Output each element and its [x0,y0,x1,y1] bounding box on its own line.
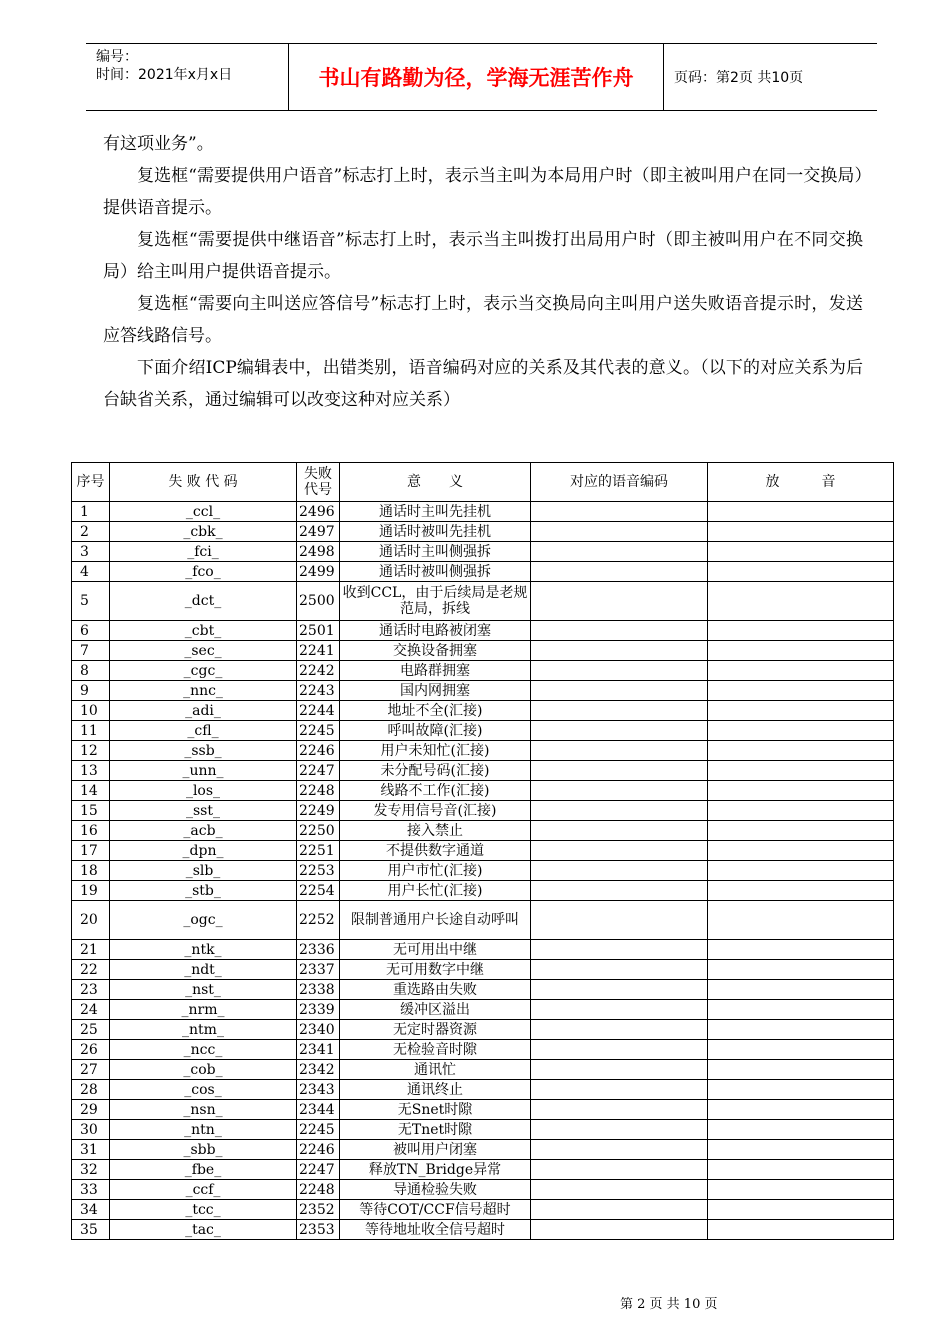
table-row [72,1220,894,1240]
cell-fail-num: 2254 [297,881,340,901]
table-row [72,1020,894,1040]
table-row [72,841,894,861]
cell-voice-code [531,502,708,522]
cell-fail-code: _unn_ [110,761,297,781]
cell-seq: 12 [72,741,110,761]
cell-meaning: 无Snet时隙 [340,1100,531,1120]
cell-voice-code [531,861,708,881]
cell-fail-num: 2252 [297,901,340,940]
cell-seq: 4 [72,562,110,582]
cell-fail-num: 2499 [297,562,340,582]
cell-playback [708,522,894,542]
cell-playback [708,761,894,781]
cell-seq: 31 [72,1140,110,1160]
cell-voice-code [531,741,708,761]
cell-meaning: 不提供数字通道 [340,841,531,861]
cell-fail-num: 2247 [297,761,340,781]
cell-playback [708,1000,894,1020]
cell-seq: 17 [72,841,110,861]
table-row [72,781,894,801]
cell-fail-code: _fci_ [110,542,297,562]
table-row [72,1140,894,1160]
cell-voice-code [531,621,708,641]
cell-fail-code: _sec_ [110,641,297,661]
cell-voice-code [531,562,708,582]
table-row [72,1000,894,1020]
table-row [72,681,894,701]
table-row [72,861,894,881]
table-row [72,522,894,542]
table-row [72,901,894,940]
cell-fail-code: _ncc_ [110,1040,297,1060]
cell-fail-code: _nst_ [110,980,297,1000]
cell-voice-code [531,821,708,841]
cell-meaning: 用户市忙(汇接) [340,861,531,881]
cell-voice-code [531,1180,708,1200]
cell-fail-code: _cos_ [110,1080,297,1100]
cell-fail-code: _sst_ [110,801,297,821]
header-voice-code: 对应的语音编码 [531,463,708,502]
cell-voice-code [531,681,708,701]
cell-fail-num: 2248 [297,781,340,801]
cell-meaning: 国内网拥塞 [340,681,531,701]
cell-fail-num: 2247 [297,1160,340,1180]
cell-seq: 1 [72,502,110,522]
cell-fail-num: 2352 [297,1200,340,1220]
table-row [72,761,894,781]
cell-playback [708,1020,894,1040]
cell-meaning: 无可用数字中继 [340,960,531,980]
cell-fail-num: 2253 [297,861,340,881]
cell-voice-code [531,542,708,562]
cell-fail-num: 2243 [297,681,340,701]
cell-voice-code [531,522,708,542]
cell-meaning: 导通检验失败 [340,1180,531,1200]
cell-fail-code: _cfl_ [110,721,297,741]
cell-fail-num: 2498 [297,542,340,562]
cell-voice-code [531,901,708,940]
cell-seq: 25 [72,1020,110,1040]
cell-meaning: 重选路由失败 [340,980,531,1000]
cell-seq: 9 [72,681,110,701]
cell-fail-code: _ccf_ [110,1180,297,1200]
cell-seq: 35 [72,1220,110,1240]
table-row [72,1120,894,1140]
cell-fail-num: 2501 [297,621,340,641]
cell-seq: 8 [72,661,110,681]
cell-voice-code [531,1220,708,1240]
cell-voice-code [531,980,708,1000]
table-row [72,741,894,761]
cell-playback [708,1200,894,1220]
table-row [72,1100,894,1120]
header-fail-num: 失败代号 [297,463,340,502]
cell-fail-num: 2244 [297,701,340,721]
cell-seq: 23 [72,980,110,1000]
cell-fail-code: _fco_ [110,562,297,582]
cell-fail-code: _fbe_ [110,1160,297,1180]
number-label: 编号： [96,49,138,65]
cell-playback [708,1140,894,1160]
paragraph: 复选框“需要提供用户语音”标志打上时，表示当主叫为本局用户时（即主被叫用户在同一交换局）提供语音提示。 [103,166,863,218]
cell-seq: 16 [72,821,110,841]
cell-fail-code: _acb_ [110,821,297,841]
cell-meaning: 地址不全(汇接) [340,701,531,721]
cell-seq: 34 [72,1200,110,1220]
cell-voice-code [531,701,708,721]
cell-fail-code: _slb_ [110,861,297,881]
cell-voice-code [531,881,708,901]
table-row [72,1160,894,1180]
cell-fail-num: 2251 [297,841,340,861]
cell-playback [708,562,894,582]
cell-fail-code: _nnc_ [110,681,297,701]
cell-playback [708,1100,894,1120]
cell-fail-num: 2250 [297,821,340,841]
cell-voice-code [531,641,708,661]
cell-meaning: 通讯终止 [340,1080,531,1100]
header-motto: 书山有路勤为径，学海无涯苦作舟 [288,44,664,110]
cell-fail-num: 2338 [297,980,340,1000]
table-row [72,1180,894,1200]
cell-playback [708,781,894,801]
cell-playback [708,821,894,841]
cell-meaning: 无定时器资源 [340,1020,531,1040]
cell-meaning: 无Tnet时隙 [340,1120,531,1140]
cell-fail-code: _dpn_ [110,841,297,861]
cell-seq: 24 [72,1000,110,1020]
cell-meaning: 无可用出中继 [340,940,531,960]
table-row [72,881,894,901]
cell-fail-code: _nrm_ [110,1000,297,1020]
paragraph: 有这项业务”。 [103,134,214,154]
cell-fail-code: _ndt_ [110,960,297,980]
cell-meaning: 用户长忙(汇接) [340,881,531,901]
cell-meaning: 通话时主叫先挂机 [340,502,531,522]
table-row [72,801,894,821]
cell-playback [708,901,894,940]
header-seq: 序号 [72,463,110,502]
cell-voice-code [531,781,708,801]
cell-fail-num: 2249 [297,801,340,821]
table-row [72,562,894,582]
cell-playback [708,741,894,761]
cell-seq: 14 [72,781,110,801]
cell-seq: 30 [72,1120,110,1140]
cell-seq: 27 [72,1060,110,1080]
table-row [72,940,894,960]
table-row [72,661,894,681]
cell-seq: 21 [72,940,110,960]
cell-meaning: 发专用信号音(汇接) [340,801,531,821]
table-row [72,721,894,741]
cell-playback [708,701,894,721]
cell-playback [708,801,894,821]
table-row [72,821,894,841]
table-header-row [72,463,894,502]
cell-seq: 11 [72,721,110,741]
table-row [72,980,894,1000]
header-meta [86,44,288,110]
cell-playback [708,881,894,901]
cell-playback [708,841,894,861]
cell-fail-code: _stb_ [110,881,297,901]
cell-fail-code: _cob_ [110,1060,297,1080]
cell-fail-code: _ntm_ [110,1020,297,1040]
cell-voice-code [531,1100,708,1120]
cell-seq: 5 [72,582,110,621]
cell-voice-code [531,960,708,980]
cell-playback [708,641,894,661]
cell-voice-code [531,1140,708,1160]
cell-fail-num: 2248 [297,1180,340,1200]
cell-voice-code [531,721,708,741]
table-row [72,621,894,641]
cell-meaning: 缓冲区溢出 [340,1000,531,1020]
cell-seq: 10 [72,701,110,721]
cell-meaning: 通讯忙 [340,1060,531,1080]
paragraph: 复选框“需要提供中继语音”标志打上时，表示当主叫拨打出局用户时（即主被叫用户在不同交换局）给主叫用户提供语音提示。 [103,230,863,282]
header-playback: 放 音 [708,463,894,502]
cell-playback [708,980,894,1000]
cell-fail-num: 2344 [297,1100,340,1120]
cell-meaning: 等待地址收全信号超时 [340,1220,531,1240]
cell-playback [708,542,894,562]
cell-meaning: 未分配号码(汇接) [340,761,531,781]
cell-fail-code: _dct_ [110,582,297,621]
cell-seq: 7 [72,641,110,661]
cell-seq: 26 [72,1040,110,1060]
cell-voice-code [531,1120,708,1140]
cell-meaning: 等待COT/CCF信号超时 [340,1200,531,1220]
cell-fail-code: _tac_ [110,1220,297,1240]
cell-meaning: 无检验音时隙 [340,1040,531,1060]
cell-voice-code [531,1060,708,1080]
cell-seq: 32 [72,1160,110,1180]
cell-playback [708,940,894,960]
cell-meaning: 通话时电路被闭塞 [340,621,531,641]
cell-voice-code [531,761,708,781]
cell-seq: 15 [72,801,110,821]
cell-meaning: 收到CCL，由于后续局是老规范局，拆线 [340,582,531,621]
cell-fail-num: 2497 [297,522,340,542]
cell-fail-code: _nsn_ [110,1100,297,1120]
cell-voice-code [531,1200,708,1220]
cell-playback [708,502,894,522]
cell-meaning: 用户未知忙(汇接) [340,741,531,761]
cell-playback [708,1080,894,1100]
paragraph: 下面介绍ICP编辑表中，出错类别，语音编码对应的关系及其代表的意义。（以下的对应关系为后台缺省关系，通过编辑可以改变这种对应关系） [103,358,863,410]
cell-playback [708,1060,894,1080]
cell-fail-code: _ogc_ [110,901,297,940]
cell-voice-code [531,801,708,821]
failure-code-table [71,462,894,1240]
cell-seq: 22 [72,960,110,980]
cell-voice-code [531,1000,708,1020]
cell-seq: 28 [72,1080,110,1100]
cell-fail-code: _ntk_ [110,940,297,960]
table-row [72,1060,894,1080]
cell-fail-code: _ssb_ [110,741,297,761]
cell-fail-num: 2245 [297,1120,340,1140]
cell-voice-code [531,661,708,681]
table-row [72,1080,894,1100]
cell-voice-code [531,1020,708,1040]
cell-voice-code [531,1040,708,1060]
cell-meaning: 交换设备拥塞 [340,641,531,661]
header-meaning: 意 义 [340,463,531,502]
table-row [72,542,894,562]
cell-fail-num: 2343 [297,1080,340,1100]
time-label: 时间：2021年x月x日 [96,67,233,83]
cell-fail-num: 2246 [297,741,340,761]
cell-fail-num: 2342 [297,1060,340,1080]
cell-seq: 13 [72,761,110,781]
cell-fail-num: 2241 [297,641,340,661]
table-row [72,701,894,721]
cell-playback [708,681,894,701]
cell-voice-code [531,841,708,861]
cell-seq: 20 [72,901,110,940]
cell-fail-code: _cbk_ [110,522,297,542]
table-row [72,960,894,980]
header-fail-code: 失 败 代 码 [110,463,297,502]
cell-seq: 2 [72,522,110,542]
cell-fail-num: 2242 [297,661,340,681]
cell-voice-code [531,582,708,621]
cell-fail-code: _ccl_ [110,502,297,522]
cell-seq: 19 [72,881,110,901]
table-row [72,582,894,621]
cell-meaning: 通话时主叫侧强拆 [340,542,531,562]
cell-fail-num: 2337 [297,960,340,980]
cell-meaning: 线路不工作(汇接) [340,781,531,801]
cell-seq: 29 [72,1100,110,1120]
cell-fail-num: 2353 [297,1220,340,1240]
cell-fail-num: 2336 [297,940,340,960]
body-text [103,128,863,416]
cell-playback [708,1120,894,1140]
cell-playback [708,861,894,881]
page-footer: 第 2 页 共 10 页 [620,1297,718,1312]
cell-meaning: 被叫用户闭塞 [340,1140,531,1160]
cell-fail-code: _los_ [110,781,297,801]
table-row [72,641,894,661]
cell-meaning: 呼叫故障(汇接) [340,721,531,741]
cell-fail-num: 2341 [297,1040,340,1060]
cell-voice-code [531,1080,708,1100]
paragraph: 复选框“需要向主叫送应答信号”标志打上时，表示当交换局向主叫用户送失败语音提示时，发送应答线路信号。 [103,294,863,346]
cell-fail-code: _adi_ [110,701,297,721]
cell-fail-num: 2339 [297,1000,340,1020]
cell-voice-code [531,940,708,960]
cell-fail-code: _ntn_ [110,1120,297,1140]
cell-meaning: 接入禁止 [340,821,531,841]
cell-meaning: 通话时被叫先挂机 [340,522,531,542]
cell-seq: 33 [72,1180,110,1200]
cell-playback [708,721,894,741]
table-row [72,502,894,522]
cell-meaning: 电路群拥塞 [340,661,531,681]
cell-playback [708,1180,894,1200]
table-row [72,1040,894,1060]
cell-fail-code: _sbb_ [110,1140,297,1160]
cell-fail-code: _cbt_ [110,621,297,641]
cell-playback [708,621,894,641]
cell-seq: 6 [72,621,110,641]
table-row [72,1200,894,1220]
cell-fail-code: _cgc_ [110,661,297,681]
cell-meaning: 限制普通用户长途自动呼叫 [340,901,531,940]
cell-fail-code: _tcc_ [110,1200,297,1220]
cell-fail-num: 2246 [297,1140,340,1160]
cell-fail-num: 2496 [297,502,340,522]
header-page-info: 页码：第2页 共10页 [674,70,804,86]
cell-playback [708,1160,894,1180]
cell-playback [708,1040,894,1060]
table-body [72,502,894,1240]
cell-seq: 3 [72,542,110,562]
cell-seq: 18 [72,861,110,881]
cell-playback [708,1220,894,1240]
cell-fail-num: 2500 [297,582,340,621]
page-header [86,43,877,111]
cell-fail-num: 2340 [297,1020,340,1040]
cell-playback [708,960,894,980]
cell-fail-num: 2245 [297,721,340,741]
cell-playback [708,661,894,681]
cell-meaning: 释放TN_Bridge异常 [340,1160,531,1180]
cell-playback [708,582,894,621]
cell-voice-code [531,1160,708,1180]
cell-meaning: 通话时被叫侧强拆 [340,562,531,582]
